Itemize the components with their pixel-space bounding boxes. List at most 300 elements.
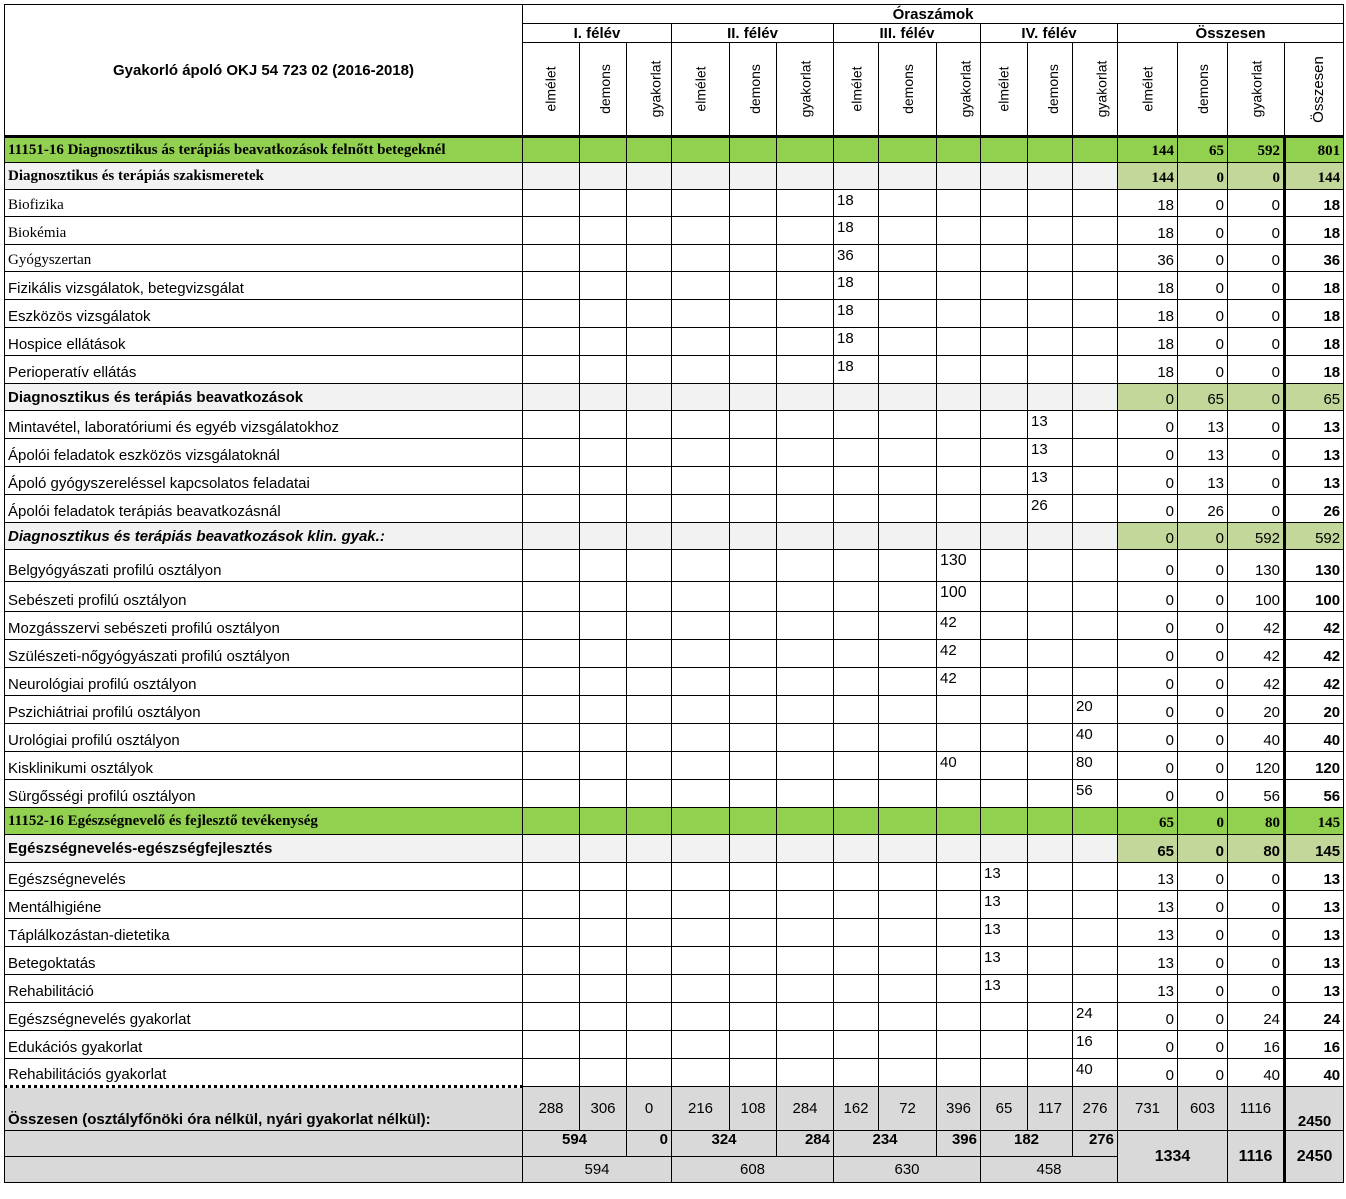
row-total-cell: 18	[1118, 217, 1178, 245]
semester-4-header: IV. félév	[981, 24, 1118, 43]
semester-cell	[580, 439, 627, 467]
semester-cell	[937, 975, 981, 1003]
summary-cell: 288	[523, 1087, 580, 1131]
row-grand-total: 130	[1285, 550, 1344, 582]
semester-cell	[1073, 137, 1118, 163]
semester-cell	[834, 724, 879, 752]
semester-cell	[1073, 163, 1118, 190]
semester-cell	[672, 975, 730, 1003]
semester-cell	[523, 163, 580, 190]
semester-cell	[879, 1059, 937, 1087]
semester-cell	[879, 780, 937, 808]
semester-cell	[834, 411, 879, 439]
column-header-2-elmélet	[672, 43, 730, 137]
semester-cell	[580, 891, 627, 919]
row-total-cell: 0	[1178, 163, 1228, 190]
column-header-label: demons	[1044, 63, 1061, 114]
semester-total: 608	[672, 1157, 834, 1183]
semester-cell	[937, 163, 981, 190]
semester-cell	[1028, 724, 1073, 752]
semester-cell	[879, 439, 937, 467]
row-label: Eszközös vizsgálatok	[5, 300, 523, 328]
semester-cell	[523, 550, 580, 582]
semester-cell	[580, 863, 627, 891]
semester-cell	[672, 523, 730, 550]
row-total-cell: 0	[1178, 640, 1228, 668]
row-grand-total: 18	[1285, 300, 1344, 328]
semester-cell	[981, 328, 1028, 356]
table-row	[5, 1003, 1344, 1031]
semester-cell	[834, 668, 879, 696]
semester-cell	[1073, 245, 1118, 272]
semester-cell	[1073, 808, 1118, 835]
row-total-cell: 0	[1228, 891, 1285, 919]
row-label: Gyógyszertan	[5, 245, 523, 272]
row-total-cell: 13	[1118, 863, 1178, 891]
row-label: Neurológiai profilú osztályon	[5, 668, 523, 696]
semester-cell: 42	[937, 612, 981, 640]
row-label: Rehabilitáció	[5, 975, 523, 1003]
row-total-cell: 144	[1118, 163, 1178, 190]
semester-cell: 13	[1028, 439, 1073, 467]
column-header-1-gyakorlat	[627, 43, 672, 137]
row-grand-total: 18	[1285, 272, 1344, 300]
semester-cell	[580, 808, 627, 835]
semester-cell	[777, 356, 834, 384]
semester-cell	[1028, 808, 1073, 835]
semester-cell	[523, 975, 580, 1003]
semester-cell	[730, 495, 777, 523]
semester-cell	[627, 245, 672, 272]
row-total-cell: 0	[1118, 668, 1178, 696]
row-label: Edukációs gyakorlat	[5, 1031, 523, 1059]
semester-cell	[730, 217, 777, 245]
row-total-cell: 100	[1228, 582, 1285, 612]
semester-cell	[580, 190, 627, 217]
row-total-cell: 0	[1118, 582, 1178, 612]
semester-cell	[672, 411, 730, 439]
semester-cell	[834, 1003, 879, 1031]
semester-cell	[580, 696, 627, 724]
semester-cell	[777, 582, 834, 612]
row-total-cell: 0	[1178, 947, 1228, 975]
semester-cell	[1028, 523, 1073, 550]
row-total-cell: 13	[1178, 467, 1228, 495]
semester-cell	[879, 300, 937, 328]
row-label: Diagnosztikus és terápiás beavatkozások	[5, 384, 523, 411]
semester-cell	[730, 947, 777, 975]
row-grand-total: 20	[1285, 696, 1344, 724]
row-grand-total: 18	[1285, 328, 1344, 356]
table-row	[5, 467, 1344, 495]
semester-cell	[981, 696, 1028, 724]
semester-cell	[523, 780, 580, 808]
semester-cell	[672, 163, 730, 190]
semester-cell: 130	[937, 550, 981, 582]
blank-cell	[5, 1157, 523, 1183]
semester-cell	[730, 835, 777, 863]
semester-cell	[777, 696, 834, 724]
semester-cell	[627, 384, 672, 411]
semester-cell	[523, 523, 580, 550]
row-total-cell: 18	[1118, 190, 1178, 217]
semester-cell	[523, 272, 580, 300]
semester-cell: 40	[1073, 724, 1118, 752]
semester-cell	[879, 1031, 937, 1059]
table-row	[5, 1031, 1344, 1059]
semester-cell	[937, 1059, 981, 1087]
semester-cell	[834, 582, 879, 612]
semester-cell	[523, 582, 580, 612]
semester-cell	[981, 1003, 1028, 1031]
semester-cell	[672, 696, 730, 724]
semester-cell	[672, 272, 730, 300]
semester-cell	[1028, 245, 1073, 272]
semester-cell	[627, 1059, 672, 1087]
row-grand-total: 36	[1285, 245, 1344, 272]
semester-cell	[937, 947, 981, 975]
semester-cell: 13	[981, 891, 1028, 919]
column-header-1-demons	[580, 43, 627, 137]
semester-cell: 20	[1073, 696, 1118, 724]
table-row	[5, 891, 1344, 919]
semester-cell	[627, 411, 672, 439]
row-total-cell: 26	[1178, 495, 1228, 523]
row-label: Fizikális vizsgálatok, betegvizsgálat	[5, 272, 523, 300]
row-total-cell: 18	[1118, 272, 1178, 300]
semester-cell	[834, 975, 879, 1003]
semester-cell: 36	[834, 245, 879, 272]
semester-cell	[937, 356, 981, 384]
semester-cell	[627, 612, 672, 640]
row-total-cell: 0	[1178, 863, 1228, 891]
row-total-cell: 0	[1228, 384, 1285, 411]
semester-cell: 13	[1028, 411, 1073, 439]
row-label: Hospice ellátások	[5, 328, 523, 356]
semester-cell	[777, 217, 834, 245]
semester-cell	[777, 612, 834, 640]
semester-cell: 13	[981, 919, 1028, 947]
column-header-label: demons	[746, 63, 763, 114]
semester-cell	[1073, 640, 1118, 668]
section-row	[5, 835, 1344, 863]
semester-cell	[879, 975, 937, 1003]
row-total-cell: 0	[1178, 1003, 1228, 1031]
semester-cell	[580, 523, 627, 550]
semester-cell	[730, 780, 777, 808]
semester-cell: 18	[834, 217, 879, 245]
semester-cell	[1073, 328, 1118, 356]
semester-cell	[730, 1059, 777, 1087]
row-total-cell: 40	[1228, 1059, 1285, 1087]
semester-theory-demo-subtotal: 324	[672, 1131, 777, 1157]
semester-cell: 13	[981, 975, 1028, 1003]
semester-1-header: I. félév	[523, 24, 672, 43]
row-label: Pszichiátriai profilú osztályon	[5, 696, 523, 724]
curriculum-table	[4, 4, 1344, 1183]
semester-cell	[1028, 975, 1073, 1003]
semester-cell	[937, 467, 981, 495]
row-grand-total: 40	[1285, 724, 1344, 752]
semester-cell	[580, 780, 627, 808]
row-label: Táplálkozástan-dietetika	[5, 919, 523, 947]
semester-cell	[937, 523, 981, 550]
semester-cell	[981, 1059, 1028, 1087]
row-grand-total: 13	[1285, 919, 1344, 947]
semester-cell	[523, 137, 580, 163]
semester-cell	[730, 1003, 777, 1031]
semester-cell	[981, 835, 1028, 863]
row-total-cell: 0	[1178, 835, 1228, 863]
semester-cell	[1028, 1059, 1073, 1087]
row-label: Mintavétel, laboratóriumi és egyéb vizsgálatokhoz	[5, 411, 523, 439]
table-row	[5, 947, 1344, 975]
semester-cell	[879, 190, 937, 217]
semester-cell	[580, 328, 627, 356]
semester-cell	[1028, 752, 1073, 780]
semester-cell	[523, 947, 580, 975]
semester-cell	[580, 1059, 627, 1087]
semester-cell	[672, 808, 730, 835]
semester-cell	[672, 356, 730, 384]
semester-cell	[777, 835, 834, 863]
semester-cell	[777, 272, 834, 300]
semester-cell	[580, 245, 627, 272]
row-total-cell: 13	[1118, 891, 1178, 919]
semester-cell	[879, 495, 937, 523]
row-total-cell: 0	[1118, 384, 1178, 411]
semester-cell: 42	[937, 668, 981, 696]
semester-practice-subtotal: 396	[937, 1131, 981, 1157]
row-total-cell: 0	[1178, 217, 1228, 245]
semester-cell	[627, 947, 672, 975]
column-header-2-gyakorlat	[777, 43, 834, 137]
semester-theory-demo-subtotal: 234	[834, 1131, 937, 1157]
row-label: Rehabilitációs gyakorlat	[5, 1059, 523, 1087]
hours-group-header: Óraszámok	[523, 5, 1344, 24]
semester-cell	[1028, 190, 1073, 217]
row-total-cell: 0	[1228, 190, 1285, 217]
column-header-label: gyakorlat	[797, 60, 814, 117]
semester-cell	[523, 919, 580, 947]
semester-cell	[937, 863, 981, 891]
semester-cell	[937, 190, 981, 217]
semester-total: 594	[523, 1157, 672, 1183]
semester-cell	[580, 163, 627, 190]
semester-cell	[937, 328, 981, 356]
row-label: Mentálhigiéne	[5, 891, 523, 919]
semester-cell	[580, 467, 627, 495]
semester-cell	[879, 835, 937, 863]
semester-cell	[730, 300, 777, 328]
semester-cell	[879, 384, 937, 411]
semester-cell	[981, 550, 1028, 582]
semester-cell	[730, 550, 777, 582]
semester-cell	[1073, 975, 1118, 1003]
row-label: Diagnosztikus és terápiás beavatkozások klin. gyak.:	[5, 523, 523, 550]
semester-cell: 13	[981, 947, 1028, 975]
semester-cell	[523, 356, 580, 384]
row-total-cell: 20	[1228, 696, 1285, 724]
row-label: Szülészeti-nőgyógyászati profilú osztályon	[5, 640, 523, 668]
semester-cell	[580, 612, 627, 640]
semester-cell	[672, 190, 730, 217]
row-grand-total: 26	[1285, 495, 1344, 523]
row-total-cell: 0	[1178, 975, 1228, 1003]
row-total-cell: 13	[1118, 947, 1178, 975]
row-total-cell: 13	[1178, 411, 1228, 439]
semester-cell	[627, 190, 672, 217]
summary-cell: 108	[730, 1087, 777, 1131]
blank-cell	[5, 1131, 523, 1157]
semester-cell	[777, 245, 834, 272]
summary-cell: 306	[580, 1087, 627, 1131]
semester-cell	[1028, 356, 1073, 384]
row-total-cell: 0	[1118, 523, 1178, 550]
column-header-label: demons	[899, 63, 916, 114]
row-total-cell: 0	[1178, 724, 1228, 752]
semester-cell	[580, 919, 627, 947]
semester-cell: 56	[1073, 780, 1118, 808]
section-row	[5, 384, 1344, 411]
semester-cell	[672, 752, 730, 780]
row-total-cell: 0	[1178, 891, 1228, 919]
column-header-5-elmélet	[1118, 43, 1178, 137]
table-row	[5, 328, 1344, 356]
semester-cell	[730, 612, 777, 640]
table-row	[5, 272, 1344, 300]
column-header-3-demons	[879, 43, 937, 137]
semester-cell	[834, 163, 879, 190]
semester-cell	[730, 863, 777, 891]
row-grand-total: 145	[1285, 835, 1344, 863]
semester-cell	[777, 523, 834, 550]
row-label: Ápolói feladatok eszközös vizsgálatoknál	[5, 439, 523, 467]
column-header-label: gyakorlat	[957, 60, 974, 117]
row-label: Egészségnevelés-egészségfejlesztés	[5, 835, 523, 863]
semester-cell	[580, 724, 627, 752]
semester-cell	[937, 835, 981, 863]
row-grand-total: 801	[1285, 137, 1344, 163]
summary-cell: 72	[879, 1087, 937, 1131]
semester-cell	[672, 919, 730, 947]
semester-theory-demo-subtotal: 594	[523, 1131, 627, 1157]
semester-cell	[937, 808, 981, 835]
semester-cell	[981, 780, 1028, 808]
semester-cell: 26	[1028, 495, 1073, 523]
semester-cell	[627, 975, 672, 1003]
row-total-cell: 13	[1178, 439, 1228, 467]
semester-cell	[1073, 384, 1118, 411]
row-total-cell: 0	[1118, 724, 1178, 752]
semester-cell	[580, 668, 627, 696]
row-grand-total: 13	[1285, 975, 1344, 1003]
semester-cell	[937, 411, 981, 439]
table-row	[5, 919, 1344, 947]
semester-cell	[937, 696, 981, 724]
table-row	[5, 696, 1344, 724]
semester-cell	[1028, 217, 1073, 245]
table-row	[5, 217, 1344, 245]
semester-cell	[879, 1003, 937, 1031]
row-total-cell: 65	[1178, 384, 1228, 411]
semester-cell	[1073, 495, 1118, 523]
semester-cell: 40	[937, 752, 981, 780]
semester-cell	[672, 300, 730, 328]
column-header-label: elmélet	[692, 65, 709, 112]
semester-cell	[879, 724, 937, 752]
semester-cell	[627, 808, 672, 835]
semester-cell	[580, 1003, 627, 1031]
semester-cell	[627, 328, 672, 356]
semester-cell	[1028, 582, 1073, 612]
semester-cell	[937, 245, 981, 272]
semester-cell	[777, 411, 834, 439]
column-header-label: gyakorlat	[1093, 60, 1110, 117]
semester-cell	[777, 919, 834, 947]
semester-cell	[730, 668, 777, 696]
semester-cell	[834, 612, 879, 640]
semester-cell	[1028, 835, 1073, 863]
semester-cell	[777, 891, 834, 919]
table-row	[5, 863, 1344, 891]
semester-cell	[1073, 190, 1118, 217]
row-label: 11152-16 Egészségnevelő és fejlesztő tevékenység	[5, 808, 523, 835]
semester-cell	[937, 217, 981, 245]
semester-cell	[523, 1059, 580, 1087]
row-total-cell: 16	[1228, 1031, 1285, 1059]
semester-cell	[834, 835, 879, 863]
semester-theory-demo-subtotal: 182	[981, 1131, 1073, 1157]
row-grand-total: 18	[1285, 356, 1344, 384]
semester-cell	[1073, 612, 1118, 640]
row-total-cell: 0	[1118, 495, 1178, 523]
semester-cell	[981, 411, 1028, 439]
semester-cell	[981, 300, 1028, 328]
semester-cell	[523, 640, 580, 668]
semester-cell: 13	[1028, 467, 1073, 495]
semester-cell	[523, 696, 580, 724]
semester-cell	[730, 272, 777, 300]
semester-cell	[580, 582, 627, 612]
semester-cell	[834, 696, 879, 724]
semester-cell	[627, 495, 672, 523]
module-row	[5, 137, 1344, 163]
table-row	[5, 550, 1344, 582]
column-header-label: demons	[1194, 63, 1211, 114]
semester-cell	[1028, 947, 1073, 975]
semester-cell	[730, 582, 777, 612]
summary-cell: 396	[937, 1087, 981, 1131]
semester-cell	[1028, 300, 1073, 328]
semester-cell	[1073, 582, 1118, 612]
row-total-cell: 0	[1178, 780, 1228, 808]
row-total-cell: 36	[1118, 245, 1178, 272]
semester-cell	[523, 411, 580, 439]
row-total-cell: 0	[1178, 190, 1228, 217]
semester-cell	[937, 1003, 981, 1031]
semester-cell	[1028, 612, 1073, 640]
semester-cell	[627, 919, 672, 947]
semester-cell	[1028, 1003, 1073, 1031]
row-total-cell: 0	[1118, 467, 1178, 495]
column-header-5-gyakorlat	[1228, 43, 1285, 137]
semester-cell	[627, 696, 672, 724]
semester-cell	[1073, 550, 1118, 582]
semester-cell	[1028, 272, 1073, 300]
semester-cell	[672, 467, 730, 495]
semester-cell	[1073, 300, 1118, 328]
